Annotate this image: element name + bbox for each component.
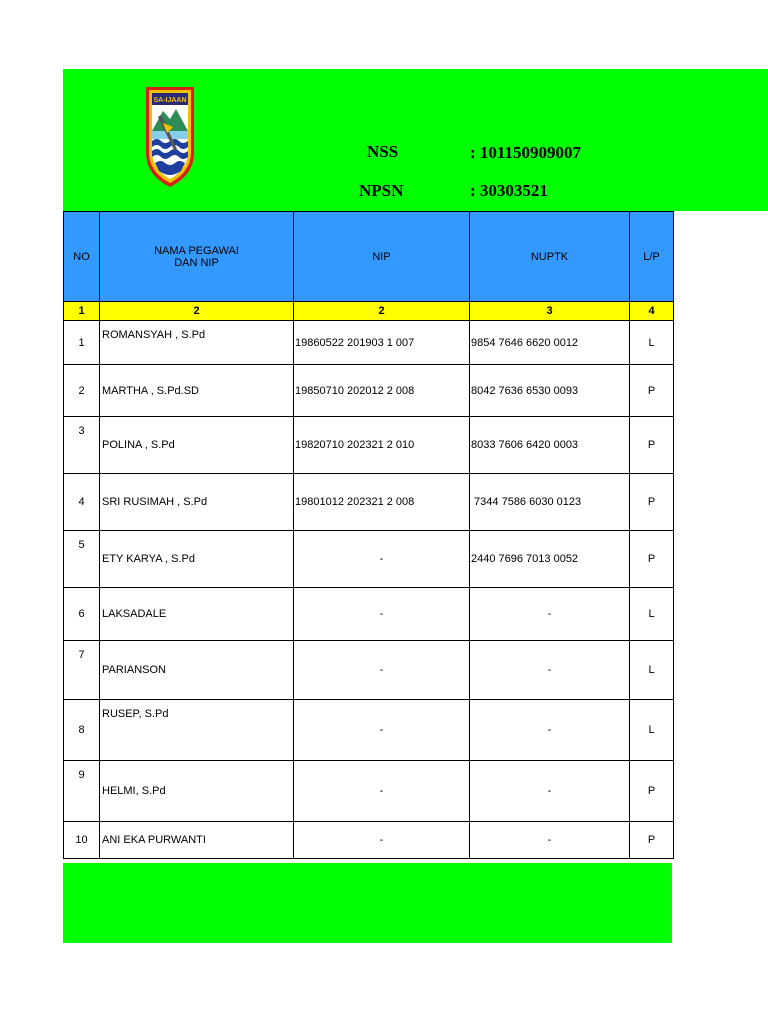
employee-name: ROMANSYAH , S.Pd (100, 321, 294, 365)
npsn-label: NPSN (359, 181, 404, 200)
npsn-value: : 30303521 (470, 181, 548, 200)
employee-gender: L (630, 588, 674, 641)
row-number: 2 (64, 365, 100, 417)
employee-nuptk: - (470, 588, 630, 641)
row-number: 10 (64, 822, 100, 859)
employee-nip: 19820710 202321 2 010 (294, 417, 470, 474)
employee-nuptk: 8033 7606 6420 0003 (470, 417, 630, 474)
employee-gender: L (630, 700, 674, 761)
column-header-lp: L/P (630, 212, 674, 302)
employee-nip: - (294, 588, 470, 641)
employee-nuptk: - (470, 761, 630, 822)
employee-nip: 19860522 201903 1 007 (294, 321, 470, 365)
table-row (64, 321, 674, 365)
column-number: 2 (100, 302, 294, 321)
table-row (64, 365, 674, 417)
employee-nuptk: - (470, 700, 630, 761)
column-header-name: NAMA PEGAWAI DAN NIP (100, 212, 294, 302)
employee-name: POLINA , S.Pd (100, 417, 294, 474)
table-row (64, 474, 674, 531)
column-header-nip: NIP (294, 212, 470, 302)
employee-name: PARIANSON (100, 641, 294, 700)
row-number: 9 (64, 761, 100, 822)
table-row (64, 417, 674, 474)
employee-name: LAKSADALE (100, 588, 294, 641)
employee-nip: - (294, 700, 470, 761)
column-header-nuptk: NUPTK (470, 212, 630, 302)
table-row (64, 700, 674, 761)
employee-gender: L (630, 641, 674, 700)
employee-gender: P (630, 761, 674, 822)
table-header-row (64, 212, 674, 302)
nss-label: NSS (367, 142, 399, 161)
employee-table (63, 211, 674, 859)
column-number: 1 (64, 302, 100, 321)
employee-gender: P (630, 417, 674, 474)
column-number-row (64, 302, 674, 321)
employee-name: HELMI, S.Pd (100, 761, 294, 822)
employee-nip: 19850710 202012 2 008 (294, 365, 470, 417)
row-number: 6 (64, 588, 100, 641)
employee-nuptk: 9854 7646 6620 0012 (470, 321, 630, 365)
employee-name: ETY KARYA , S.Pd (100, 531, 294, 588)
row-number: 8 (64, 700, 100, 761)
employee-nip: 19801012 202321 2 008 (294, 474, 470, 531)
employee-nuptk: - (470, 822, 630, 859)
table-row (64, 531, 674, 588)
row-number: 5 (64, 531, 100, 588)
column-number: 4 (630, 302, 674, 321)
row-number: 3 (64, 417, 100, 474)
employee-nip: - (294, 531, 470, 588)
employee-name: SRI RUSIMAH , S.Pd (100, 474, 294, 531)
employee-nip: - (294, 641, 470, 700)
employee-gender: P (630, 474, 674, 531)
employee-name: RUSEP, S.Pd (100, 700, 294, 761)
row-number: 7 (64, 641, 100, 700)
employee-gender: P (630, 365, 674, 417)
table-row (64, 588, 674, 641)
regional-emblem-logo (143, 83, 197, 189)
footer-band (63, 863, 672, 943)
row-number: 4 (64, 474, 100, 531)
employee-nip: - (294, 761, 470, 822)
table-row (64, 761, 674, 822)
employee-nip: - (294, 822, 470, 859)
column-header-no: NO (64, 212, 100, 302)
employee-gender: L (630, 321, 674, 365)
employee-name: ANI EKA PURWANTI (100, 822, 294, 859)
employee-nuptk: 8042 7636 6530 0093 (470, 365, 630, 417)
table-row (64, 641, 674, 700)
row-number: 1 (64, 321, 100, 365)
employee-nuptk: - (470, 641, 630, 700)
employee-nuptk: 2440 7696 7013 0052 (470, 531, 630, 588)
nss-value: : 101150909007 (470, 143, 581, 162)
employee-gender: P (630, 531, 674, 588)
column-number: 3 (470, 302, 630, 321)
employee-gender: P (630, 822, 674, 859)
column-number: 2 (294, 302, 470, 321)
employee-name: MARTHA , S.Pd.SD (100, 365, 294, 417)
table-row (64, 822, 674, 859)
employee-nuptk: 7344 7586 6030 0123 (470, 474, 630, 531)
logo-banner-text: SA-IJAAN (153, 97, 187, 104)
